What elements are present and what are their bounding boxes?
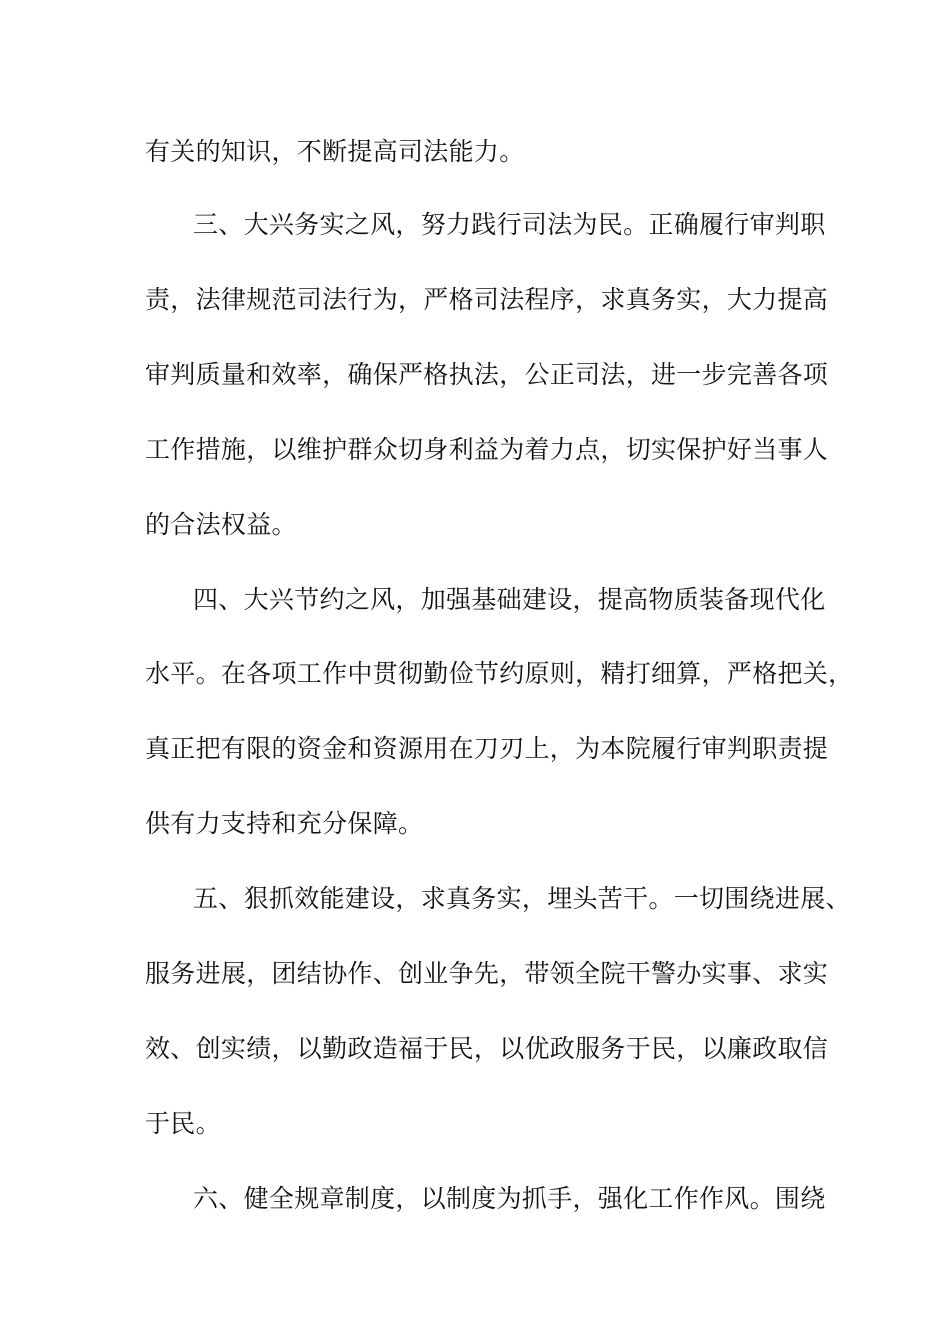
paragraph-line: 责，法律规范司法行为，严格司法程序，求真务实，大力提高: [145, 285, 829, 314]
paragraph-line: 于民。: [145, 1109, 221, 1138]
paragraph-line: 审判质量和效率，确保严格执法，公正司法，进一步完善各项: [145, 360, 829, 389]
paragraph-line: 六、健全规章制度，以制度为抓手，强化工作作风。围绕: [193, 1184, 826, 1213]
paragraph-line: 服务进展，团结协作、创业争先，带领全院干警办实事、求实: [145, 959, 829, 988]
paragraph-line: 水平。在各项工作中贯彻勤俭节约原则，精打细算，严格把关，: [145, 659, 854, 688]
paragraph-line: 五、狠抓效能建设，求真务实，埋头苦干。一切围绕进展、: [193, 884, 851, 913]
paragraph-line: 真正把有限的资金和资源用在刀刃上，为本院履行审判职责提: [145, 734, 829, 763]
paragraph-line: 四、大兴节约之风，加强基础建设，提高物质装备现代化: [193, 585, 826, 614]
paragraph-line: 三、大兴务实之风，努力践行司法为民。正确履行审判职: [193, 210, 826, 239]
paragraph-line: 效、创实绩，以勤政造福于民，以优政服务于民，以廉政取信: [145, 1034, 829, 1063]
paragraph-line: 供有力支持和充分保障。: [145, 809, 424, 838]
paragraph-line: 工作措施，以维护群众切身利益为着力点，切实保护好当事人: [145, 435, 829, 464]
paragraph-line: 的合法权益。: [145, 510, 297, 539]
paragraph-line: 有关的知识，不断提高司法能力。: [145, 137, 525, 166]
